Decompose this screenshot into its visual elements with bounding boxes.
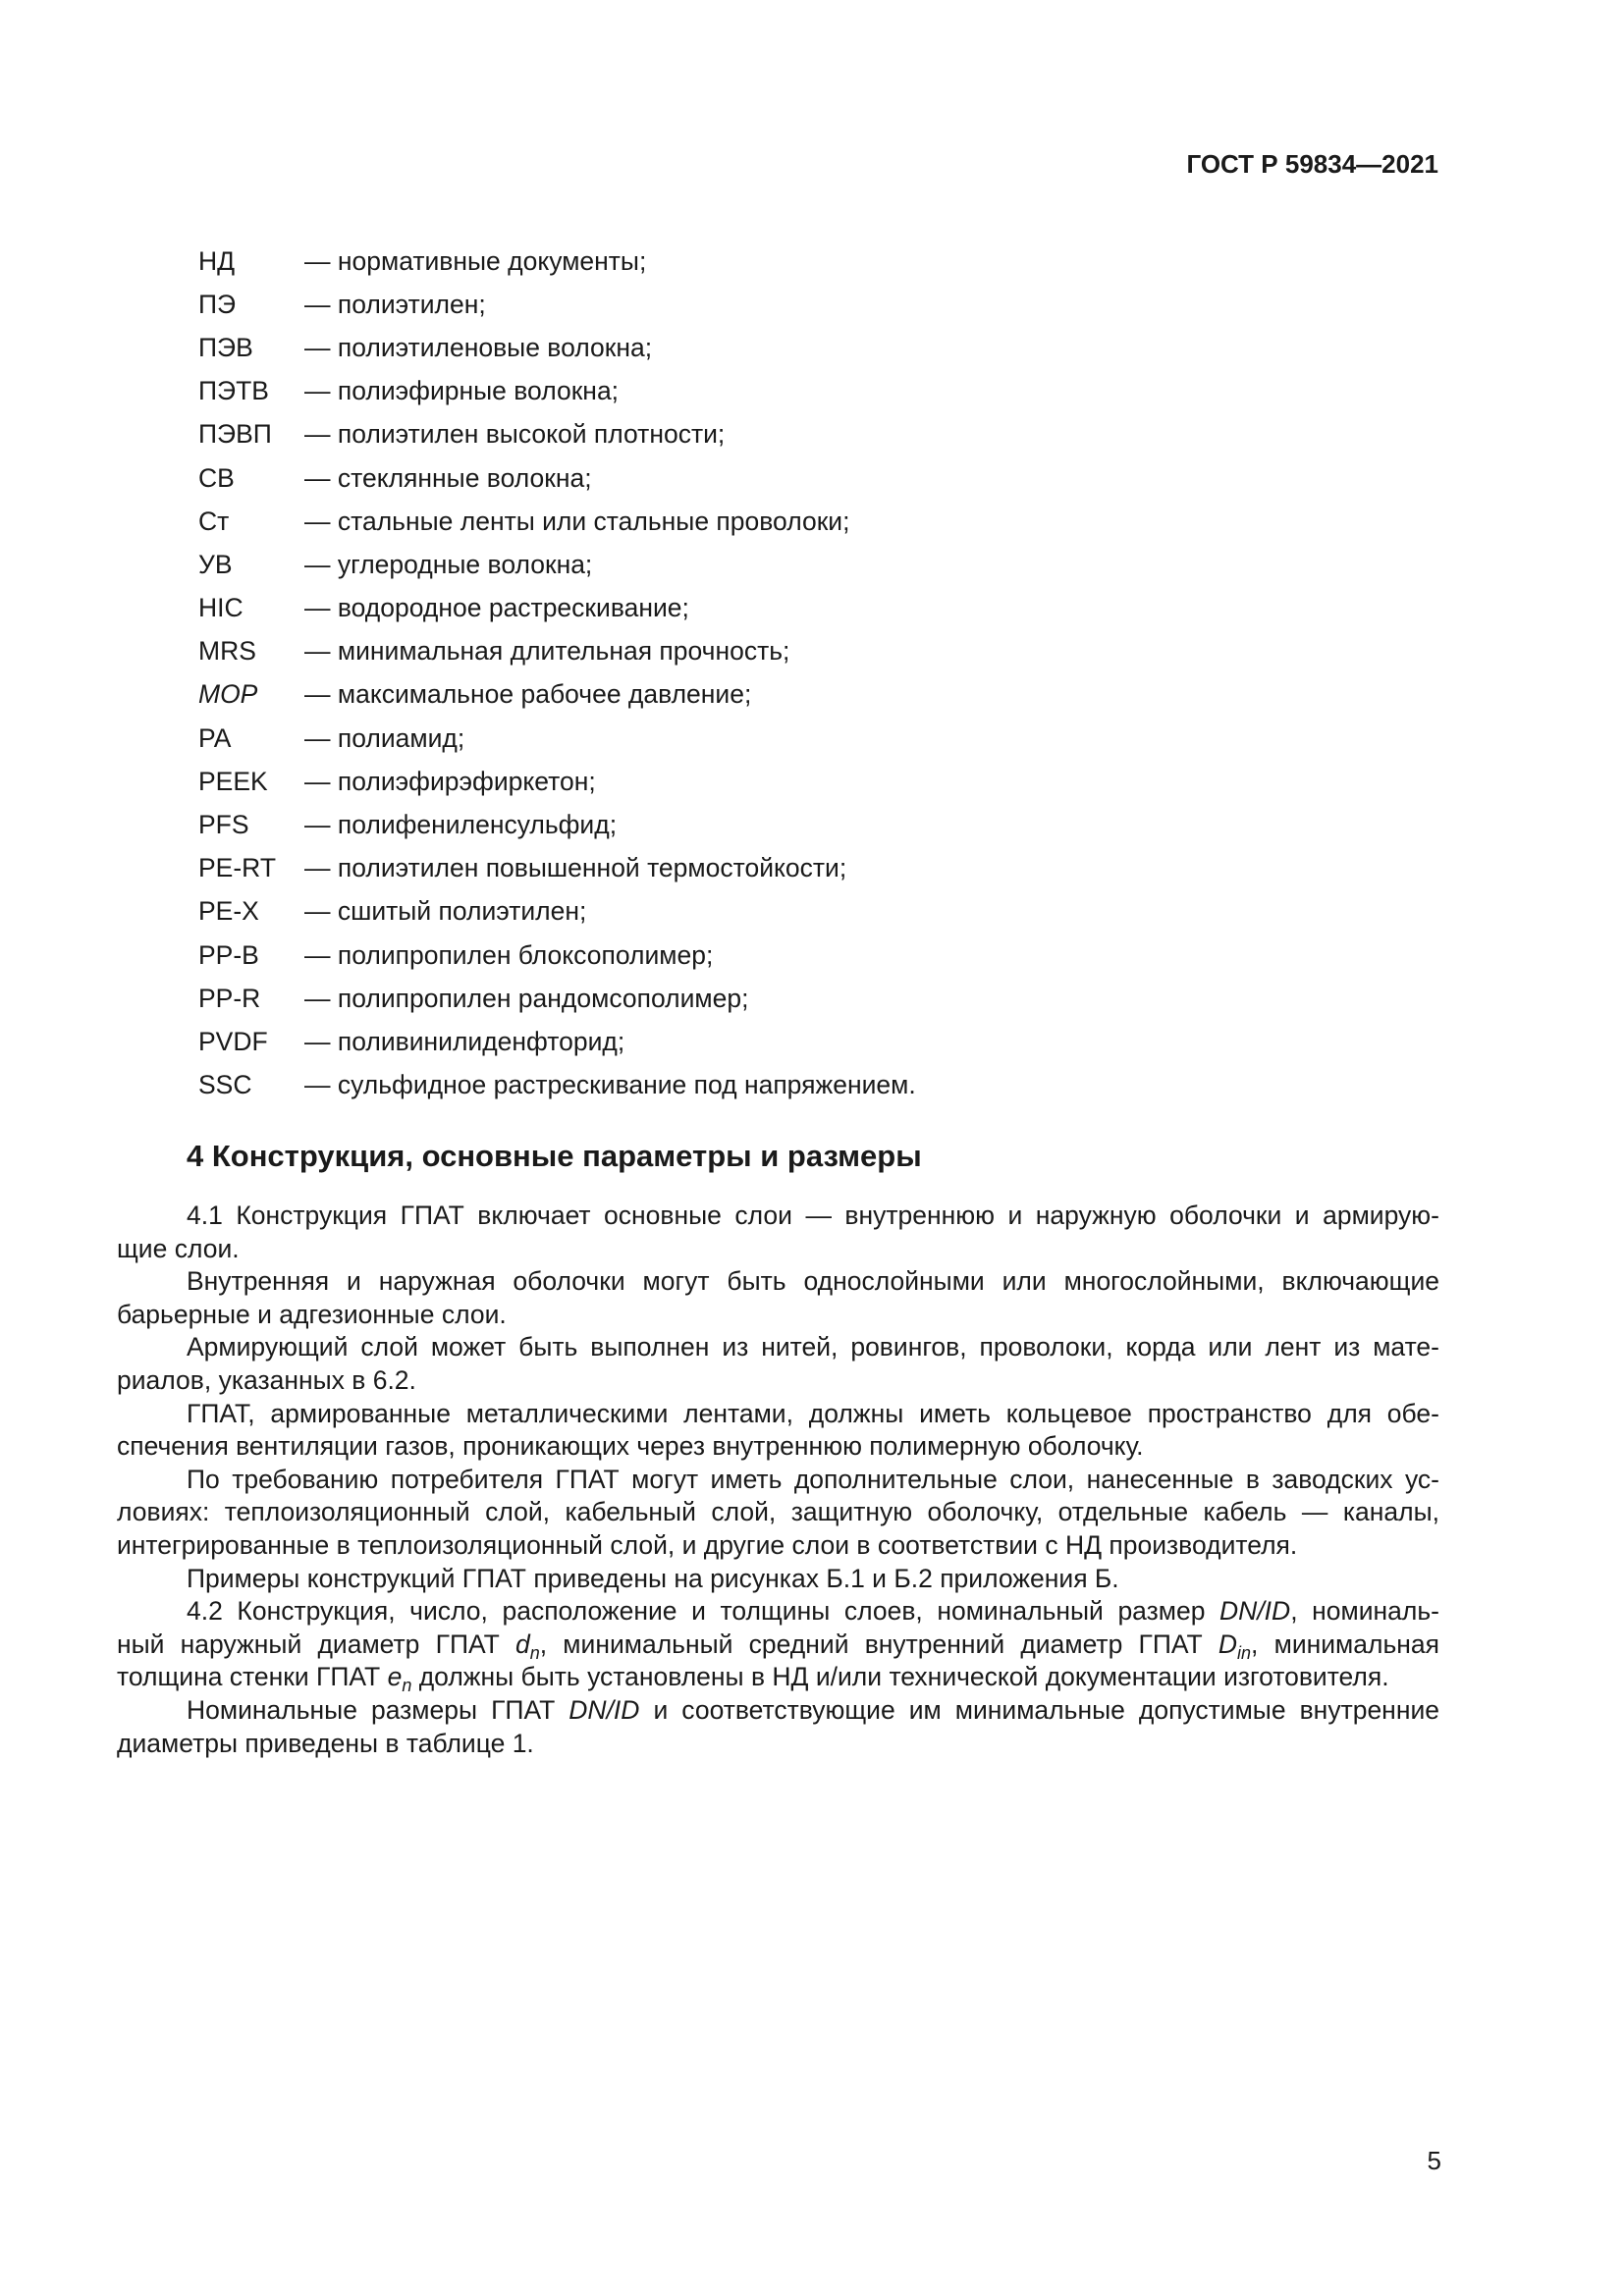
- paragraph-examples: [117, 1563, 1439, 1596]
- abbreviation-code: PE-X: [198, 896, 259, 927]
- abbreviation-definition: — сульфидное растрескивание под напряжением.: [304, 1070, 916, 1100]
- abbreviation-code: HIC: [198, 593, 244, 623]
- abbreviation-row: [198, 934, 1278, 977]
- text-run: должны быть установлены в НД и/или технической документации изготовителя.: [411, 1662, 1389, 1692]
- abbreviation-row: [198, 760, 1278, 803]
- inner-diameter-symbol: D: [1218, 1629, 1238, 1659]
- abbreviation-definition: — поливинилиденфторид;: [304, 1026, 625, 1056]
- abbreviation-row: [198, 890, 1278, 934]
- subscript: in: [1237, 1642, 1252, 1663]
- abbreviation-code: SSC: [198, 1070, 252, 1100]
- abbreviation-row: [198, 500, 1278, 543]
- abbreviation-definition: — минимальная длительная прочность;: [304, 636, 790, 667]
- text-run: , минимальный средний внутренний диаметр ГПАТ: [539, 1629, 1218, 1659]
- document-id-header: ГОСТ Р 59834—2021: [1186, 149, 1438, 179]
- text-line: [117, 1694, 1439, 1728]
- text-line: [117, 1661, 1439, 1694]
- outer-diameter-symbol: d: [514, 1629, 530, 1659]
- abbreviation-row: [198, 673, 1278, 717]
- abbreviation-definition: — нормативные документы;: [304, 245, 647, 276]
- paragraph-4-2: [117, 1595, 1439, 1694]
- text-line: щие слои.: [117, 1233, 240, 1263]
- text-line: [117, 1595, 1439, 1629]
- abbreviation-definition: — стеклянные волокна;: [304, 462, 592, 493]
- abbreviation-code: ПЭВП: [198, 419, 272, 450]
- text-run: , номиналь-: [1290, 1596, 1439, 1627]
- abbreviation-code: PA: [198, 722, 232, 753]
- abbreviation-row: [198, 630, 1278, 673]
- abbreviation-row: [198, 456, 1278, 500]
- abbreviation-definition: — полипропилен блоксополимер;: [304, 939, 714, 970]
- text-line: риалов, указанных в 6.2.: [117, 1364, 416, 1395]
- abbreviation-definition: — углеродные волокна;: [304, 549, 593, 579]
- text-line: ловиях: теплоизоляционный слой, кабельный слой, защитную оболочку, отдельные кабель — каналы,: [117, 1497, 1439, 1527]
- text-run: Номинальные размеры ГПАТ: [187, 1694, 569, 1725]
- abbreviation-code: НД: [198, 245, 236, 276]
- text-line: [117, 1629, 1439, 1662]
- abbreviation-row: [198, 717, 1278, 760]
- section-body: [117, 1200, 1439, 1760]
- abbreviation-definition: — водородное растрескивание;: [304, 593, 689, 623]
- text-line: ГПАТ, армированные металлическими лентами, должны иметь кольцевое пространство для обе-: [187, 1398, 1439, 1428]
- dn-id-symbol: DN/ID: [1219, 1596, 1291, 1627]
- abbreviation-definition: — полиэфирэфиркетон;: [304, 766, 596, 796]
- text-run: и соответствующие им минимальные допустимые внутренние: [639, 1694, 1439, 1725]
- abbreviation-definition: — полиэтилен высокой плотности;: [304, 419, 726, 450]
- page-number: 5: [1427, 2146, 1441, 2175]
- abbreviation-code: PFS: [198, 810, 249, 840]
- abbreviation-code: PEEK: [198, 766, 268, 796]
- abbreviation-definition: — сшитый полиэтилен;: [304, 896, 587, 927]
- abbreviation-code: УВ: [198, 549, 233, 579]
- abbreviation-code: Ст: [198, 506, 230, 536]
- text-line: По требованию потребителя ГПАТ могут иметь дополнительные слои, нанесенные в заводских ус-: [187, 1464, 1439, 1494]
- section-title: 4 Конструкция, основные параметры и размеры: [187, 1139, 922, 1173]
- abbreviation-row: [198, 1020, 1278, 1063]
- abbreviation-code: MRS: [198, 636, 256, 667]
- text-line: барьерные и адгезионные слои.: [117, 1299, 507, 1329]
- abbreviation-code: PP-B: [198, 939, 259, 970]
- abbreviation-definition: — полиэтилен повышенной термостойкости;: [304, 853, 847, 883]
- abbreviation-code: СВ: [198, 462, 235, 493]
- abbreviation-row: [198, 977, 1278, 1020]
- text-run: 4.2 Конструкция, число, расположение и толщины слоев, номинальный размер: [187, 1596, 1220, 1627]
- abbreviation-definition: — стальные ленты или стальные проволоки;: [304, 506, 850, 536]
- paragraph-nominal-sizes: [117, 1694, 1439, 1760]
- abbreviation-row: [198, 587, 1278, 630]
- abbreviation-code: PE-RT: [198, 853, 277, 883]
- abbreviation-definition: — полиэфирные волокна;: [304, 376, 620, 406]
- abbreviation-row: [198, 1064, 1278, 1107]
- paragraph-additional-layers: [117, 1464, 1439, 1563]
- paragraph-metal-strips: [117, 1398, 1439, 1464]
- text-run: ный наружный диаметр ГПАТ: [117, 1629, 515, 1659]
- paragraph-reinforcing-layer: [117, 1331, 1439, 1397]
- text-line: интегрированные в теплоизоляционный слой, и другие слои в соответствии с НД производителя.: [117, 1529, 1298, 1560]
- abbreviation-row: [198, 370, 1278, 413]
- abbreviation-row: [198, 847, 1278, 890]
- abbreviation-definition: — полиамид;: [304, 722, 465, 753]
- abbreviation-code: ПЭВ: [198, 332, 253, 362]
- abbreviation-row: [198, 240, 1278, 283]
- abbreviation-definition: — полифениленсульфид;: [304, 810, 618, 840]
- abbreviation-definition: — полиэтилен;: [304, 289, 486, 319]
- paragraph-shells: [117, 1265, 1439, 1331]
- text-line: спечения вентиляции газов, проникающих через внутреннюю полимерную оболочку.: [117, 1431, 1144, 1462]
- abbreviations-list: [198, 240, 1278, 1107]
- subscript: n: [529, 1642, 540, 1663]
- text-line: Примеры конструкций ГПАТ приведены на рисунках Б.1 и Б.2 приложения Б.: [187, 1563, 1119, 1593]
- abbreviation-definition: — полипропилен рандомсополимер;: [304, 983, 749, 1013]
- text-line: Внутренняя и наружная оболочки могут быть однослойными или многослойными, включающие: [187, 1266, 1439, 1297]
- abbreviation-row: [198, 326, 1278, 369]
- abbreviation-definition: — полиэтиленовые волокна;: [304, 332, 653, 362]
- wall-thickness-symbol: e: [387, 1662, 403, 1692]
- dn-id-symbol: DN/ID: [568, 1694, 640, 1725]
- text-line: 4.1 Конструкция ГПАТ включает основные слои — внутреннюю и наружную оболочки и армирую-: [187, 1201, 1439, 1230]
- abbreviation-code: PVDF: [198, 1026, 268, 1056]
- abbreviation-row: [198, 413, 1278, 456]
- abbreviation-row: [198, 283, 1278, 326]
- abbreviation-code: МОР: [198, 679, 258, 710]
- text-line: диаметры приведены в таблице 1.: [117, 1728, 534, 1758]
- abbreviation-definition: — максимальное рабочее давление;: [304, 679, 752, 710]
- paragraph-4-1: [117, 1200, 1439, 1265]
- abbreviation-code: ПЭ: [198, 289, 237, 319]
- text-line: Армирующий слой может быть выполнен из нитей, ровингов, проволоки, корда или лент из мате-: [187, 1332, 1439, 1362]
- subscript: n: [402, 1676, 412, 1696]
- text-run: толщина стенки ГПАТ: [117, 1662, 388, 1692]
- abbreviation-row: [198, 803, 1278, 846]
- abbreviation-row: [198, 543, 1278, 586]
- abbreviation-code: PP-R: [198, 983, 261, 1013]
- abbreviation-code: ПЭТВ: [198, 376, 269, 406]
- text-run: , минимальная: [1251, 1629, 1440, 1659]
